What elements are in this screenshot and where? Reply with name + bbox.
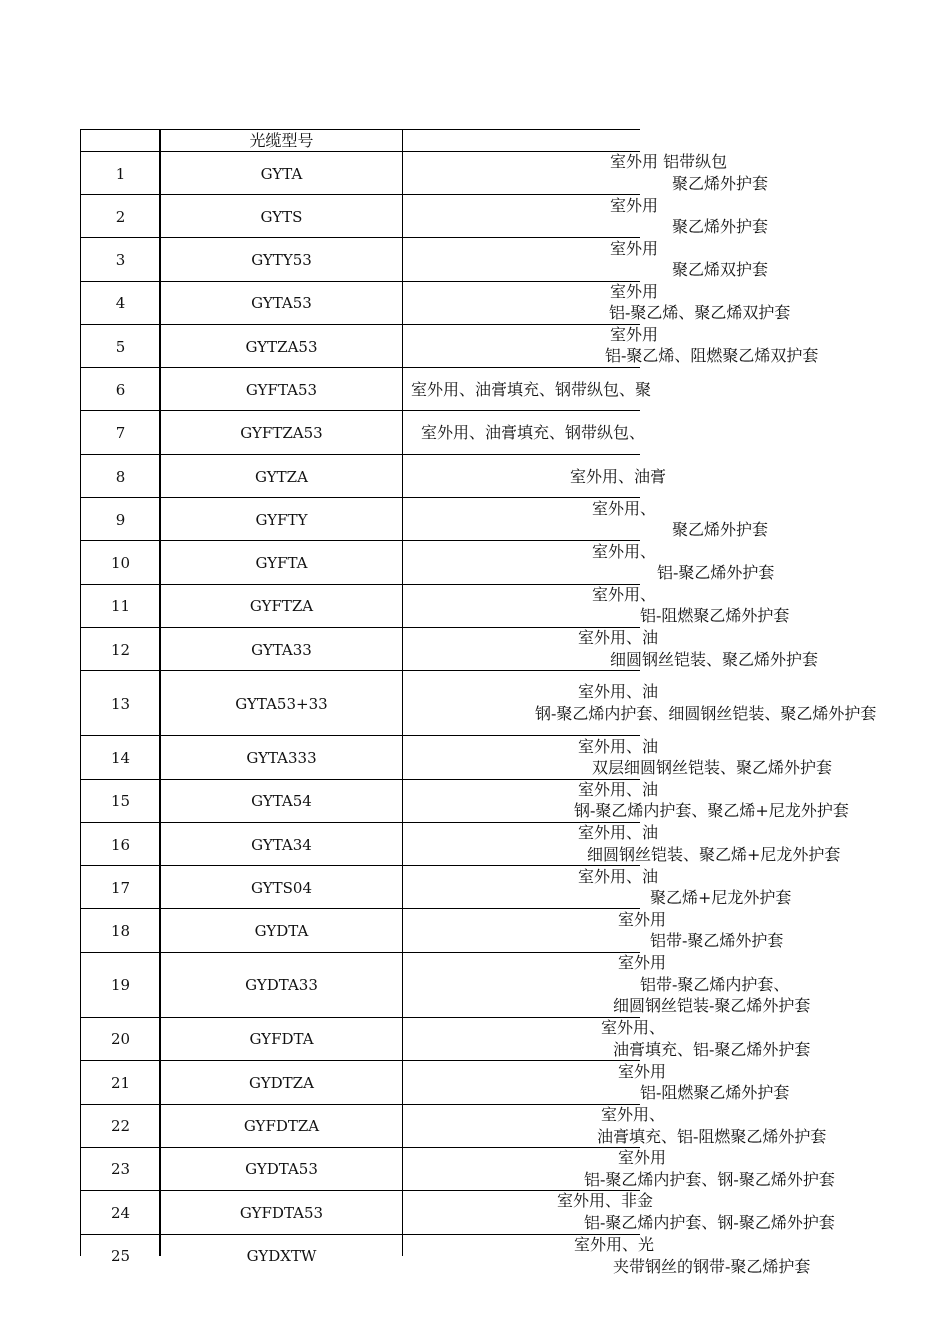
grid-line bbox=[81, 952, 640, 953]
grid-line bbox=[81, 1060, 640, 1061]
grid-line bbox=[81, 1234, 640, 1235]
row-number: 6 bbox=[115, 381, 126, 399]
cable-model: GYDTA53 bbox=[245, 1160, 318, 1178]
grid-line bbox=[81, 735, 640, 736]
row-number: 7 bbox=[115, 424, 126, 442]
row-number: 22 bbox=[110, 1117, 131, 1135]
cable-model: GYTS bbox=[260, 208, 303, 226]
grid-line bbox=[81, 410, 640, 411]
grid-line bbox=[81, 497, 640, 498]
row-number: 23 bbox=[110, 1160, 131, 1178]
description-line: 室外用、油 bbox=[578, 867, 659, 886]
cable-model: GYTA34 bbox=[251, 836, 312, 854]
grid-line bbox=[81, 367, 640, 368]
header-cable-model: 光缆型号 bbox=[249, 131, 314, 150]
description-line: 聚乙烯外护套 bbox=[672, 217, 769, 236]
cable-model: GYDXTW bbox=[246, 1247, 317, 1265]
description-line: 油膏填充、铝-聚乙烯外护套 bbox=[613, 1040, 811, 1059]
description-line: 室外用、油膏填充、钢带纵包、聚 bbox=[411, 380, 652, 399]
row-number: 9 bbox=[115, 511, 126, 529]
row-number: 19 bbox=[110, 976, 131, 994]
description-line: 聚乙烯外护套 bbox=[672, 520, 769, 539]
description-line: 铝-聚乙烯内护套、钢-聚乙烯外护套 bbox=[584, 1170, 835, 1189]
description-line: 室外用 bbox=[618, 1148, 667, 1167]
description-line: 室外用 bbox=[610, 325, 659, 344]
grid-line bbox=[81, 324, 640, 325]
description-line: 细圆钢丝铠装、聚乙烯外护套 bbox=[610, 650, 819, 669]
cable-model: GYTA54 bbox=[251, 792, 312, 810]
description-line: 室外用、油 bbox=[578, 682, 659, 701]
grid-line bbox=[81, 1017, 640, 1018]
description-line: 室外用 bbox=[610, 239, 659, 258]
row-number: 17 bbox=[110, 879, 131, 897]
description-line: 室外用 bbox=[618, 910, 667, 929]
description-line: 室外用、 bbox=[592, 542, 657, 561]
description-line: 室外用、油 bbox=[578, 780, 659, 799]
cable-model: GYTA333 bbox=[246, 749, 317, 767]
row-number: 12 bbox=[110, 641, 131, 659]
description-line: 油膏填充、铝-阻燃聚乙烯外护套 bbox=[597, 1127, 827, 1146]
row-number: 15 bbox=[110, 792, 131, 810]
description-line: 铝带-聚乙烯内护套、 bbox=[640, 975, 790, 994]
cable-model: GYTY53 bbox=[251, 251, 312, 269]
grid-line-col2 bbox=[402, 129, 403, 1256]
description-line: 室外用、油膏填充、钢带纵包、 bbox=[421, 423, 646, 442]
cable-model: GYTA bbox=[260, 165, 303, 183]
cable-model: GYTZA53 bbox=[245, 338, 318, 356]
cable-model: GYTA33 bbox=[251, 641, 312, 659]
row-number: 1 bbox=[115, 165, 126, 183]
cable-model: GYDTZA bbox=[249, 1074, 314, 1092]
description-line: 室外用 铝带纵包 bbox=[610, 152, 728, 171]
description-line: 铝-聚乙烯、阻燃聚乙烯双护套 bbox=[605, 346, 819, 365]
description-line: 室外用 bbox=[618, 1062, 667, 1081]
cable-model: GYFTA53 bbox=[245, 381, 318, 399]
description-line: 室外用 bbox=[610, 282, 659, 301]
cable-model: GYFTA bbox=[255, 554, 308, 572]
description-line: 聚乙烯+尼龙外护套 bbox=[650, 888, 792, 907]
description-line: 室外用、油 bbox=[578, 737, 659, 756]
grid-line bbox=[81, 865, 640, 866]
grid-line bbox=[81, 540, 640, 541]
row-number: 14 bbox=[110, 749, 131, 767]
description-line: 铝-阻燃聚乙烯外护套 bbox=[640, 606, 790, 625]
description-line: 室外用 bbox=[610, 196, 659, 215]
cable-model: GYDTA bbox=[254, 922, 309, 940]
row-number: 16 bbox=[110, 836, 131, 854]
description-line: 室外用、光 bbox=[574, 1235, 655, 1254]
cable-model: GYTA53 bbox=[251, 294, 312, 312]
description-line: 室外用、油膏 bbox=[570, 467, 667, 486]
cable-model: GYTS04 bbox=[251, 879, 312, 897]
row-number: 18 bbox=[110, 922, 131, 940]
grid-line bbox=[81, 1147, 640, 1148]
description-line: 聚乙烯双护套 bbox=[672, 260, 769, 279]
cable-model: GYFDTA bbox=[249, 1030, 314, 1048]
description-line: 聚乙烯外护套 bbox=[672, 174, 769, 193]
description-line: 细圆钢丝铠装、聚乙烯+尼龙外护套 bbox=[587, 845, 841, 864]
row-number: 11 bbox=[110, 597, 131, 615]
grid-line bbox=[81, 454, 640, 455]
description-line: 室外用、油 bbox=[578, 628, 659, 647]
description-line: 铝-聚乙烯内护套、钢-聚乙烯外护套 bbox=[584, 1213, 835, 1232]
grid-line bbox=[81, 194, 640, 195]
cable-model: GYFTZA53 bbox=[240, 424, 323, 442]
row-number: 25 bbox=[110, 1247, 131, 1265]
description-line: 夹带钢丝的钢带-聚乙烯护套 bbox=[613, 1257, 811, 1276]
row-number: 8 bbox=[115, 468, 126, 486]
row-number: 2 bbox=[115, 208, 126, 226]
cable-model: GYFTZA bbox=[249, 597, 314, 615]
description-line: 室外用、 bbox=[592, 499, 657, 518]
grid-line bbox=[81, 670, 640, 671]
grid-line bbox=[81, 1104, 640, 1105]
row-number: 3 bbox=[115, 251, 126, 269]
cable-model: GYFDTZA bbox=[243, 1117, 320, 1135]
description-line: 室外用、非金 bbox=[557, 1191, 654, 1210]
grid-line bbox=[81, 281, 640, 282]
description-line: 铝-聚乙烯、聚乙烯双护套 bbox=[609, 303, 791, 322]
row-number: 4 bbox=[115, 294, 126, 312]
description-line: 细圆钢丝铠装-聚乙烯外护套 bbox=[613, 996, 811, 1015]
description-line: 室外用、油 bbox=[578, 823, 659, 842]
cable-model: GYFTY bbox=[255, 511, 308, 529]
grid-line bbox=[81, 584, 640, 585]
row-number: 24 bbox=[110, 1204, 131, 1222]
cable-model: GYDTA33 bbox=[245, 976, 318, 994]
grid-line bbox=[81, 822, 640, 823]
description-line: 铝带-聚乙烯外护套 bbox=[650, 931, 784, 950]
cable-model: GYTA53+33 bbox=[235, 695, 328, 713]
grid-line bbox=[81, 908, 640, 909]
grid-line bbox=[81, 237, 640, 238]
row-number: 13 bbox=[110, 695, 131, 713]
cable-model: GYFDTA53 bbox=[239, 1204, 324, 1222]
row-number: 20 bbox=[110, 1030, 131, 1048]
grid-line bbox=[81, 779, 640, 780]
description-line: 双层细圆钢丝铠装、聚乙烯外护套 bbox=[592, 758, 833, 777]
cable-model: GYTZA bbox=[255, 468, 308, 486]
description-line: 室外用、 bbox=[592, 585, 657, 604]
description-line: 钢-聚乙烯内护套、聚乙烯+尼龙外护套 bbox=[574, 801, 849, 820]
description-line: 室外用 bbox=[618, 953, 667, 972]
grid-line bbox=[81, 627, 640, 628]
description-line: 钢-聚乙烯内护套、细圆钢丝铠装、聚乙烯外护套 bbox=[535, 704, 877, 723]
description-line: 室外用、 bbox=[601, 1018, 666, 1037]
description-line: 室外用、 bbox=[601, 1105, 666, 1124]
description-line: 铝-聚乙烯外护套 bbox=[657, 563, 775, 582]
row-number: 5 bbox=[115, 338, 126, 356]
row-number: 21 bbox=[110, 1074, 131, 1092]
description-line: 铝-阻燃聚乙烯外护套 bbox=[640, 1083, 790, 1102]
row-number: 10 bbox=[110, 554, 131, 572]
